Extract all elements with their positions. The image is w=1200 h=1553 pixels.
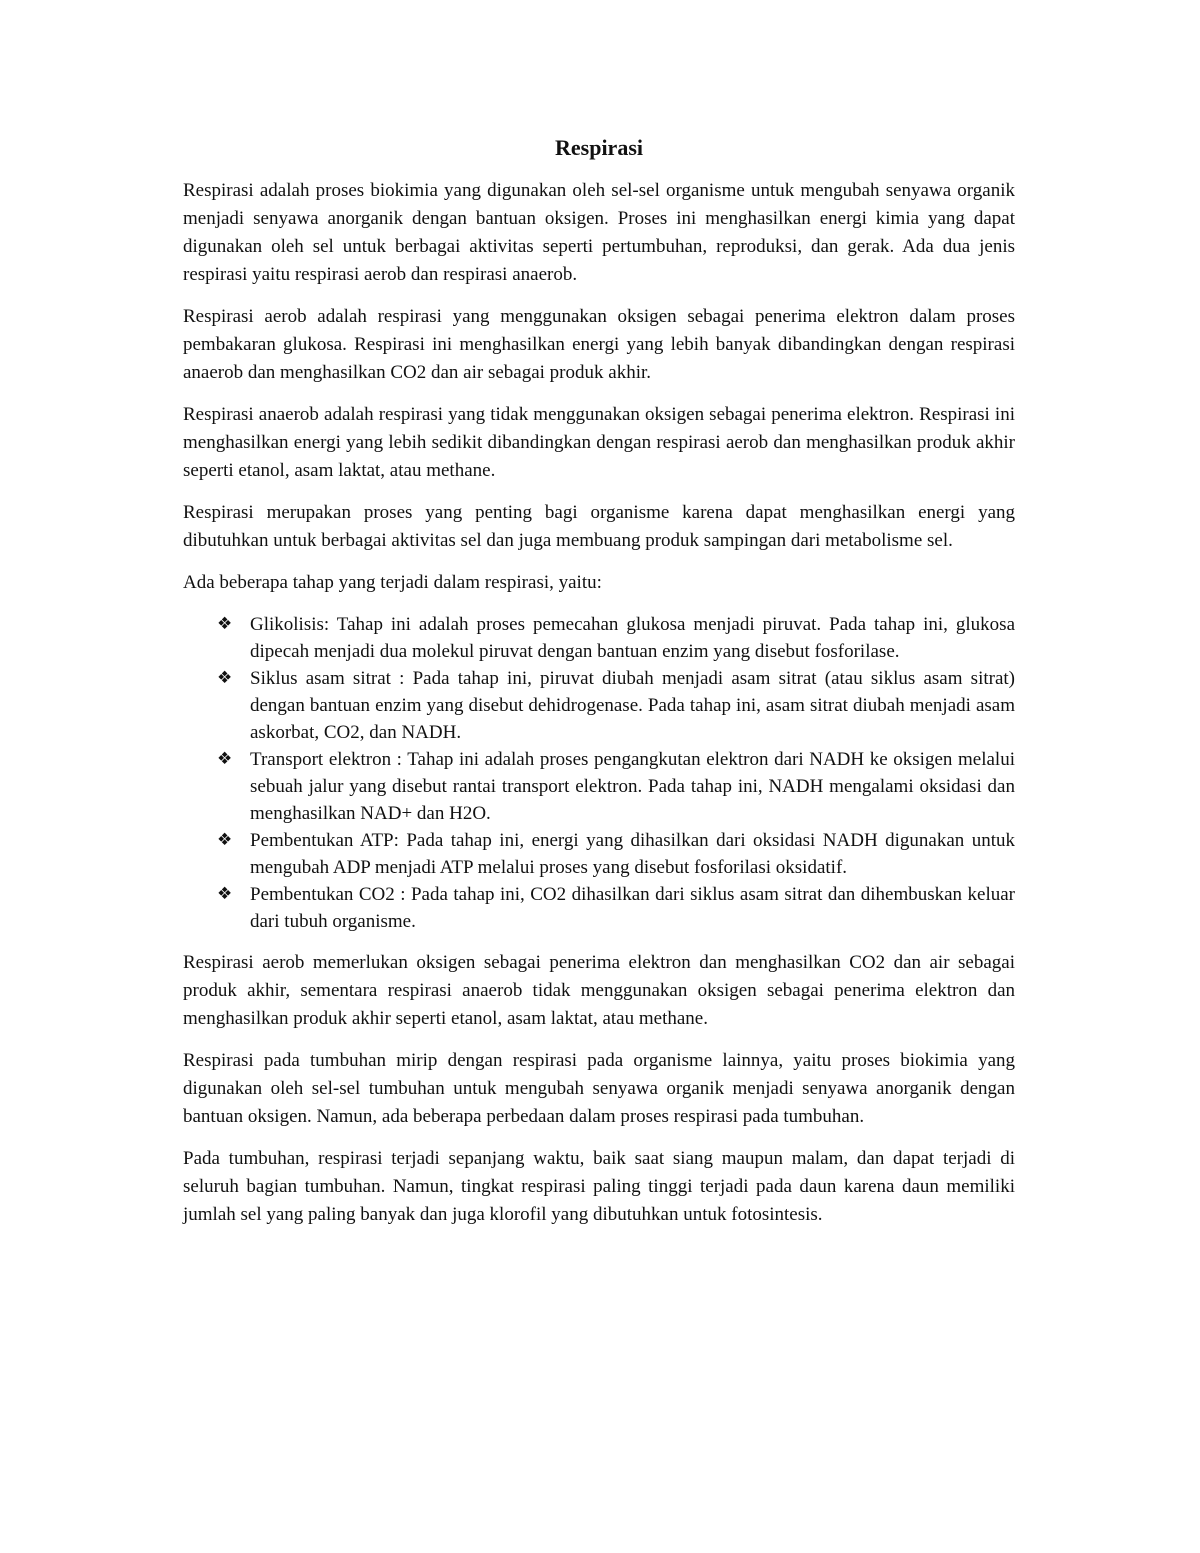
paragraph-aerob: Respirasi aerob adalah respirasi yang menggunakan oksigen sebagai penerima elektron dalam proses pembakaran glukosa. Respirasi ini menghasilkan energi yang lebih banyak dibandingkan dengan respirasi anaerob dan menghasilkan CO2 dan air sebagai produk akhir. [183, 306, 1015, 383]
list-item-text: Pembentukan ATP: Pada tahap ini, energi yang dihasilkan dari oksidasi NADH digunakan untuk mengubah ADP menjadi ATP melalui proses yang disebut fosforilasi oksidatif. [250, 830, 1015, 878]
list-item-pembentukan-co2 [183, 881, 1015, 935]
list-item-text: Glikolisis: Tahap ini adalah proses pemecahan glukosa menjadi piruvat. Pada tahap ini, glukosa dipecah menjadi dua molekul piruvat dengan bantuan enzim yang disebut fosforilase. [250, 614, 1015, 662]
respiration-steps-list [183, 611, 1015, 935]
list-item-text: Transport elektron : Tahap ini adalah proses pengangkutan elektron dari NADH ke oksigen melalui sebuah jalur yang disebut rantai transport elektron. Pada tahap ini, NADH mengalami oksidasi dan menghasilkan NAD+ dan H2O. [250, 749, 1015, 824]
list-item-siklus-asam-sitrat [183, 665, 1015, 746]
diamond-bullet-icon: ❖ [217, 614, 233, 634]
diamond-bullet-icon: ❖ [217, 884, 233, 904]
paragraph-plant-timing: Pada tumbuhan, respirasi terjadi sepanjang waktu, baik saat siang maupun malam, dan dapat terjadi di seluruh bagian tumbuhan. Namun, tingkat respirasi paling tinggi terjadi pada daun karena daun memiliki jumlah sel yang paling banyak dan juga klorofil yang dibutuhkan untuk fotosintesis. [183, 1148, 1015, 1225]
list-item-pembentukan-atp [183, 827, 1015, 881]
paragraph-comparison: Respirasi aerob memerlukan oksigen sebagai penerima elektron dan menghasilkan CO2 dan air sebagai produk akhir, sementara respirasi anaerob tidak menggunakan oksigen sebagai penerima elektron dan menghasilkan produk akhir seperti etanol, asam laktat, atau methane. [183, 952, 1015, 1029]
paragraph-plant-respiration: Respirasi pada tumbuhan mirip dengan respirasi pada organisme lainnya, yaitu proses biokimia yang digunakan oleh sel-sel tumbuhan untuk mengubah senyawa organik menjadi senyawa anorganik dengan bantuan oksigen. Namun, ada beberapa perbedaan dalam proses respirasi pada tumbuhan. [183, 1050, 1015, 1127]
diamond-bullet-icon: ❖ [217, 830, 233, 850]
list-item-transport-elektron [183, 746, 1015, 827]
document-title: Respirasi [555, 135, 643, 160]
list-item-text: Pembentukan CO2 : Pada tahap ini, CO2 dihasilkan dari siklus asam sitrat dan dihembuskan keluar dari tubuh organisme. [250, 884, 1015, 932]
list-item-glikolisis [183, 611, 1015, 665]
paragraph-definition: Respirasi adalah proses biokimia yang digunakan oleh sel-sel organisme untuk mengubah senyawa organik menjadi senyawa anorganik dengan bantuan oksigen. Proses ini menghasilkan energi kimia yang dapat digunakan oleh sel untuk berbagai aktivitas seperti pertumbuhan, reproduksi, dan gerak. Ada dua jenis respirasi yaitu respirasi aerob dan respirasi anaerob. [183, 180, 1015, 285]
document-body [183, 133, 1015, 1243]
list-item-text: Siklus asam sitrat : Pada tahap ini, piruvat diubah menjadi asam sitrat (atau siklus asam sitrat) dengan bantuan enzim yang disebut dehidrogenase. Pada tahap ini, asam sitrat diubah menjadi asam askorbat, CO2, dan NADH. [250, 668, 1015, 743]
diamond-bullet-icon: ❖ [217, 749, 233, 769]
paragraph-steps-intro: Ada beberapa tahap yang terjadi dalam respirasi, yaitu: [183, 572, 602, 593]
paragraph-anaerob: Respirasi anaerob adalah respirasi yang tidak menggunakan oksigen sebagai penerima elektron. Respirasi ini menghasilkan energi yang lebih sedikit dibandingkan dengan respirasi aerob dan menghasilkan produk akhir seperti etanol, asam laktat, atau methane. [183, 404, 1015, 481]
diamond-bullet-icon: ❖ [217, 668, 233, 688]
paragraph-importance: Respirasi merupakan proses yang penting bagi organisme karena dapat menghasilkan energi yang dibutuhkan untuk berbagai aktivitas sel dan juga membuang produk sampingan dari metabolisme sel. [183, 502, 1015, 551]
